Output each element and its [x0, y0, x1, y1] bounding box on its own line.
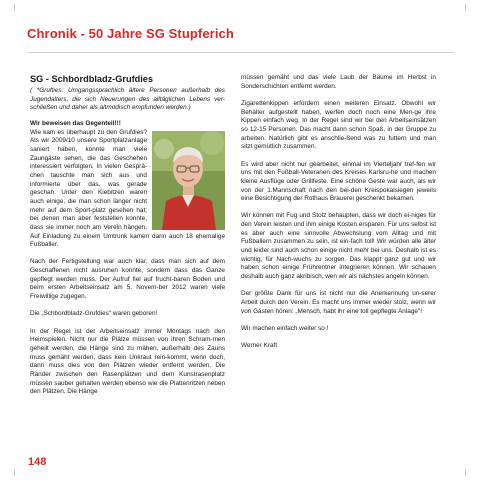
crop-mark	[465, 470, 466, 476]
paragraph: Zigarettenkippen erfordern einen weiteren Einsatz. Obwohl wir Behälter aufgestellt haben, werfen doch noch eine Men-ge ihre Kippen einfach weg. In der Regel sind wir bei den Arbeitseinsätzen so 12-15 Personen. Das macht dann schon Spaß, in der Gruppe zu arbeiten. Natürlich gibt es anschlie-ßend was zu futtern und man sitzt gemütlich zusammen.	[241, 99, 436, 151]
paragraph: Wie kam es überhaupt zu den Grufdies? Als wir 2009/10 unsere Sportplatzanlage saniert haben, konnte man viele Zaungäste sehen, die das Geschehen interessiert verfolgten. In vielen Gesprä-chen tauschte man sich aus und informierte über das, was gerade geschah. Unter den Kiebitzen waren auch einige, die man schon länger nicht mehr auf dem Sport-platz gesehen hat; bei denen man aber feststellen konnte, dass sie immer noch am Verein hängen. Auf Einladung zu einem Umtrunk kamen dann auch 18 ehemalige Fußballer.	[30, 128, 225, 249]
paragraph: Es wird aber nicht nur gearbeitet, einmal im Vierteljahr tref-fen wir uns mit den Fußball-Veteranen des Kreises Karlsru-he und machen kleine Ausflüge oder Grillfeste. Eine schöne Geste war auch, als wir von der 1.Mannschaft nach den bei-den Kreispokalsiegen jeweils eine Besichtigung der Rothaus Brauerei geschenkt bekamen.	[241, 160, 436, 203]
crop-mark	[465, 4, 466, 10]
paragraph: Wir machen einfach weiter so !	[241, 324, 329, 332]
paragraph: In der Regel ist der Arbeitseinsatz immer Montags nach den Heimspielen. Nicht nur die Plätze müssen von ihren Schram-men geheilt werden, die Hänge sind zu mähen, außerhalb des Zauns muss gemäht werden, dass kein Unkraut rein-kommt, wenn doch, dann muss dies von den Plätzen wieder entfernt werden. Die Ränder zwischen den Rasenplätzen und dem Kunstrasenplatz müssen sauber gehalten werden ebenso wie die Plattenritzen neben den Plätzen. Die Hänge	[30, 327, 225, 396]
paragraph: Der größte Dank für uns ist nicht nur die Anerkennung un-serer Arbeit durch den Verein. Es macht uns immer wieder stolz, wenn wir von Gästen hören: „Mensch, habt ihr eine toll gepflegte Anlage"!	[241, 290, 436, 315]
article-title: SG - Schbordbladz-Grufdies	[30, 74, 154, 84]
page-number: 148	[28, 456, 47, 468]
paragraph: Die „Schbordbladz-Grufdies" waren geboren!	[30, 310, 158, 318]
paragraph: Wir können mit Fug und Stolz behaupten, dass wir doch ei-niges für den Verein leisten und ihm einige Kosten ersparen. Für uns selbst ist es aber auch eine sinnvolle Abwechslung vom Alltag und mit Fußballern zusammen zu sein, ist ein-fach toll! Wir würden alle älter und leider sind auch schon einige nicht mehr bei uns. Deshalb ist es wichtig, für Nach-wuchs zu sorgen. Das klappt ganz gut und wir haben schon einige Frührentner integrieren können. Wir schauen deshalb auch ganz akribisch, wen wir als nächstes angeln können.	[241, 212, 436, 281]
article-subhead: Wir beweisen das Gegenteil!!!	[30, 119, 121, 127]
paragraph: müssen gemäht und das viele Laub der Bäume im Herbst in Sonderschichten entfernt werden.	[241, 74, 436, 90]
left-column	[30, 74, 225, 397]
article-intro: ( *Grufties: Umgangssprachlich ältere Personen außerhalb des Jugendalters, die sich Neuerungen des alltäglichen Lebens ver-schließen und daher als altmodisch empfunden werden.)	[30, 87, 225, 112]
right-column	[241, 74, 436, 360]
crop-mark	[14, 470, 15, 476]
portrait-illustration	[152, 131, 225, 230]
photo-wrap	[30, 129, 225, 259]
paragraph: Nach der Fertigstellung war auch klar, dass man sich auf dem Geschaffenen nicht ausruhen konnte, sondern dass das Ganze gepflegt werden muss. Der Aufruf fiel auf frucht-baren Boden und beim ersten Arbeitseinsatz am 5. Novem-ber 2012 waren viele Freiwillige zugegen.	[30, 258, 225, 301]
crop-mark	[14, 4, 15, 10]
header-rule	[27, 52, 454, 53]
portrait-photo	[152, 131, 225, 230]
author-signature: Werner Kraft	[241, 342, 278, 350]
chronik-title: Chronik - 50 Jahre SG Stupferich	[27, 26, 234, 41]
